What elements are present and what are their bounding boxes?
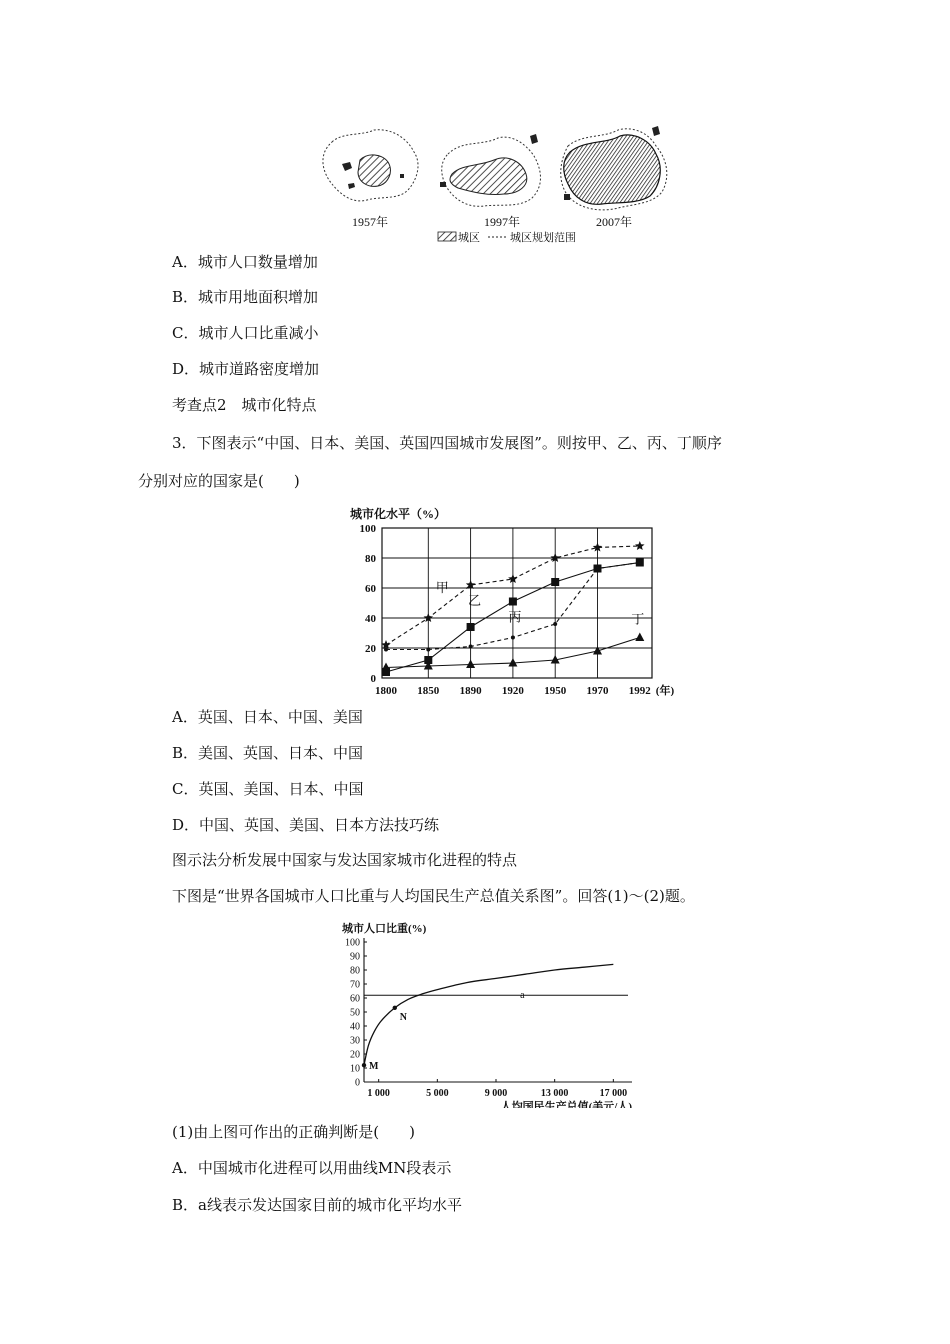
map-1957 (323, 130, 418, 201)
chart1-xtick-label: 1920 (501, 685, 524, 696)
q3-option-d: D．中国、英国、美国、日本方法技巧练 (172, 816, 440, 834)
year-label-2007: 2007年 (596, 215, 633, 229)
q4-option-a: A．中国城市化进程可以用曲线MN段表示 (172, 1159, 452, 1177)
chart2-ytick-label: 100 (345, 937, 360, 949)
chart2-ytick-label: 30 (350, 1035, 360, 1047)
chart1-xtick-label: 1800 (375, 685, 397, 696)
map-1997 (440, 134, 541, 206)
chart2-point-N (393, 1006, 397, 1010)
q3-stem-line2: 分别对应的国家是( ) (138, 472, 300, 490)
chart1-point (635, 541, 645, 550)
chart1-series-label: 丙 (508, 609, 522, 625)
map-2007 (561, 126, 667, 210)
urbanization-chart (350, 506, 680, 696)
chart1-xtick-label: 1992 (628, 685, 651, 696)
q4-intro: 下图是“世界各国城市人口比重与人均国民生产总值关系图”。回答(1)～(2)题。 (172, 887, 695, 905)
chart2-ytick-label: 70 (350, 979, 360, 991)
chart2-ytick-label: 0 (355, 1077, 360, 1089)
chart1-point (596, 567, 600, 571)
gdp-urban-chart (330, 920, 650, 1108)
prev-option-d: D．城市道路密度增加 (172, 360, 320, 378)
chart1-point (467, 623, 475, 631)
chart1-ytick-label: 40 (365, 613, 376, 625)
chart1-point (469, 645, 473, 649)
legend-city-swatch (438, 232, 456, 241)
urbanization-chart-svg (350, 506, 680, 696)
chart1-xlabel: (年) (655, 685, 675, 696)
chart1-xtick-label: 1970 (586, 685, 609, 696)
legend-plan-label: 城区规划范围 (510, 232, 576, 244)
chart1-plot-frame (382, 528, 652, 678)
chart2-xtick-label: 17 000 (599, 1088, 628, 1099)
city-maps-svg (312, 124, 674, 246)
chart2-xtick-label: 9 000 (484, 1088, 508, 1099)
chart1-xtick-label: 1890 (459, 685, 482, 696)
chart1-ylabel: 城市化水平（%） (350, 507, 447, 521)
chart1-point (466, 660, 475, 669)
chart2-point-label: M (369, 1061, 379, 1073)
year-label-1957: 1957年 (352, 215, 389, 229)
chart2-point-label: N (399, 1011, 408, 1023)
chart1-ytick-label: 80 (365, 553, 376, 565)
prev-option-c: C．城市人口比重减小 (172, 324, 319, 342)
chart2-ylabel: 城市人口比重(%) (342, 923, 427, 935)
chart2-ytick-label: 80 (350, 965, 360, 977)
q4-sub1: (1)由上图可作出的正确判断是( ) (172, 1123, 415, 1141)
city-expansion-maps (312, 124, 674, 246)
chart1-xtick-label: 1950 (544, 685, 567, 696)
legend-city-label: 城区 (458, 232, 480, 244)
chart2-point-M (362, 1063, 366, 1067)
year-label-1997: 1997年 (484, 215, 521, 229)
chart2-xtick-label: 5 000 (426, 1088, 449, 1099)
chart2-ytick-label: 10 (350, 1063, 360, 1075)
prev-option-b: B．城市用地面积增加 (172, 288, 319, 306)
chart1-xtick-label: 1850 (417, 685, 440, 696)
chart2-ytick-label: 60 (350, 993, 360, 1005)
q3-option-a: A．英国、日本、中国、美国 (172, 708, 363, 726)
chart1-ytick-label: 20 (365, 643, 376, 655)
q3-option-c: C．英国、美国、日本、中国 (172, 780, 364, 798)
chart1-point (635, 633, 644, 642)
chart1-series-label: 乙 (468, 593, 482, 608)
chart1-series-label: 甲 (435, 580, 449, 595)
chart2-xtick-label: 1 000 (367, 1088, 390, 1099)
chart2-ytick-label: 20 (350, 1049, 360, 1061)
chart2-xlabel: 人均国民生产总值(美元/人) (500, 1101, 632, 1108)
gdp-urban-chart-svg (330, 920, 650, 1108)
chart2-ytick-label: 40 (350, 1021, 360, 1033)
chart1-point (384, 648, 388, 652)
chart1-point (509, 598, 517, 606)
chart1-point (511, 636, 515, 640)
chart2-ytick-label: 50 (350, 1007, 360, 1019)
chart1-point (551, 578, 559, 586)
section-title: 考查点2 城市化特点 (172, 396, 317, 414)
q3-stem-line1: 3．下图表示“中国、日本、美国、英国四国城市发展图”。则按甲、乙、丙、丁顺序 (172, 434, 722, 452)
chart2-xtick-label: 13 000 (540, 1088, 569, 1099)
chart1-ytick-label: 60 (365, 583, 376, 595)
chart1-point (553, 622, 557, 626)
q4-option-b: B．a线表示发达国家目前的城市化平均水平 (172, 1196, 462, 1214)
chart1-point (382, 663, 391, 672)
method-title: 图示法分析发展中国家与发达国家城市化进程的特点 (172, 851, 518, 869)
chart1-point (426, 648, 430, 652)
prev-option-a: A．城市人口数量增加 (172, 253, 318, 271)
chart1-series-label: 丁 (631, 611, 645, 627)
chart1-ytick-label: 0 (370, 673, 376, 685)
chart1-point (638, 561, 642, 565)
chart1-ytick-label: 100 (359, 523, 376, 535)
q3-option-b: B．美国、英国、日本、中国 (172, 744, 364, 762)
chart2-reference-label: a (520, 990, 525, 1002)
chart2-ytick-label: 90 (350, 951, 360, 963)
